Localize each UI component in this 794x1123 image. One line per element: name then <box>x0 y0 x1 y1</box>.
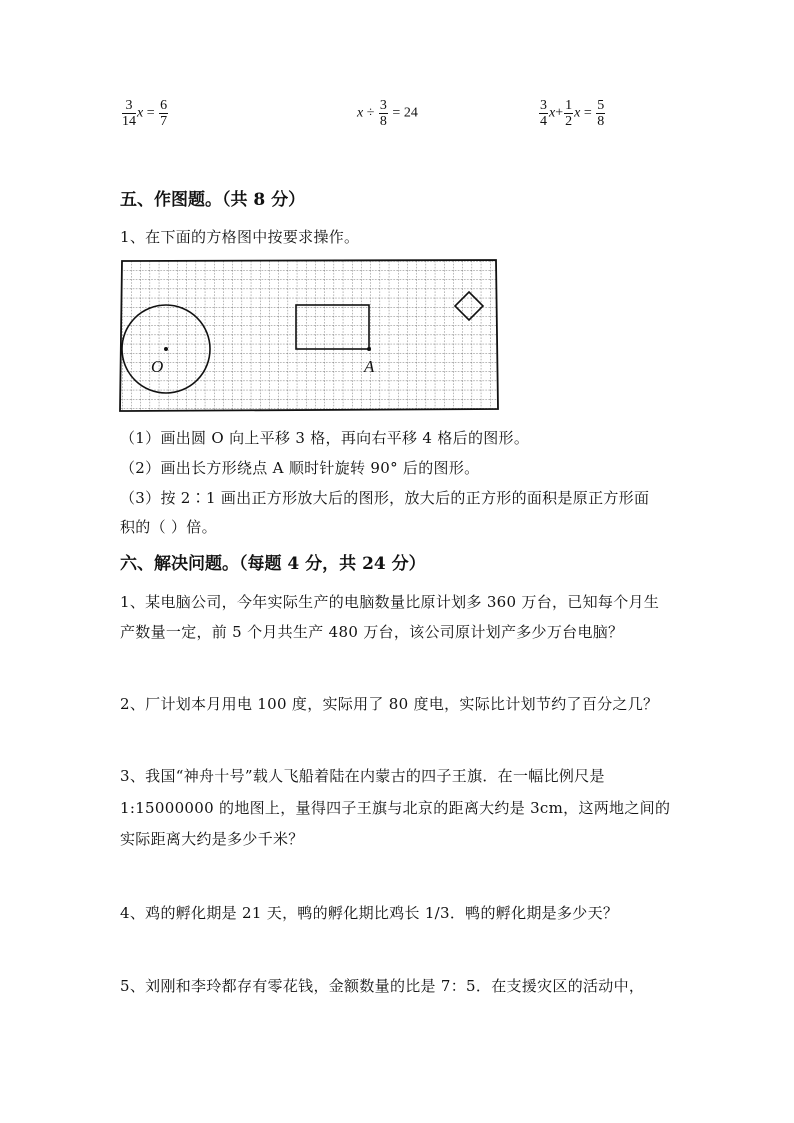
sub-question-3-line-2: 积的（ ）倍。 <box>120 518 217 536</box>
label-o: O <box>151 357 164 376</box>
point-a <box>367 347 371 351</box>
section-6-title: 六、解决问题。（每题 4 分，共 24 分） <box>120 554 426 574</box>
problem-5-line-1: 5、刘刚和李玲都存有零花钱，金额数量的比是 7：5．在支援灾区的活动中， <box>120 977 645 995</box>
equation-1: $\frac{3}{14}$ x = $\frac{6}{7}$ <box>122 98 168 129</box>
fraction: $\frac{1}{2}$ <box>565 98 573 129</box>
question-5-1: 1、在下面的方格图中按要求操作。 <box>120 228 360 246</box>
problem-4: 4、鸡的孵化期是 21 天，鸭的孵化期比鸡长 1/3．鸭的孵化期是多少天？ <box>120 904 619 922</box>
fraction: $\frac{3}{4}$ <box>540 98 547 129</box>
fraction: $\frac{3}{14}$ <box>122 98 136 129</box>
grid-area <box>120 260 498 411</box>
problem-3-line-2: 1:15000000 的地图上，量得四子王旗与北京的距离大约是 3cm，这两地之间的 <box>120 799 671 817</box>
fraction: $\frac{3}{8}$ <box>379 98 387 129</box>
equation-2: x ÷ $\frac{3}{8}$ = 24 <box>357 98 418 129</box>
section-5-title: 五、作图题。（共 8 分） <box>120 190 306 210</box>
problem-1-line-2: 产数量一定，前 5 个月共生产 480 万台，该公司原计划产多少万台电脑？ <box>120 623 624 641</box>
grid-figure <box>118 257 500 415</box>
problem-3-line-3: 实际距离大约是多少千米？ <box>120 830 304 848</box>
sub-question-1: （1）画出圆 O 向上平移 3 格，再向右平移 4 格后的图形。 <box>120 429 530 447</box>
fraction: $\frac{5}{8}$ <box>597 98 605 129</box>
problem-3-line-1: 3、我国“神舟十号”载人飞船着陆在内蒙古的四子王旗．在一幅比例尺是 <box>120 767 605 785</box>
fraction: $\frac{6}{7}$ <box>160 98 168 129</box>
sub-question-3-line-1: （3）按 2∶1 画出正方形放大后的图形，放大后的正方形的面积是原正方形面 <box>120 489 650 507</box>
equation-3: $\frac{3}{4}$ x+ $\frac{1}{2}$ x = $\frac{5}{8}$ <box>540 98 605 129</box>
problem-2: 2、厂计划本月用电 100 度，实际用了 80 度电，实际比计划节约了百分之几？ <box>120 695 659 713</box>
center-point-o <box>164 347 168 351</box>
problem-1-line-1: 1、某电脑公司，今年实际生产的电脑数量比原计划多 360 万台，已知每个月生 <box>120 593 660 611</box>
sub-question-2: （2）画出长方形绕点 A 顺时针旋转 90° 后的图形。 <box>120 459 480 477</box>
label-a: A <box>364 357 375 376</box>
